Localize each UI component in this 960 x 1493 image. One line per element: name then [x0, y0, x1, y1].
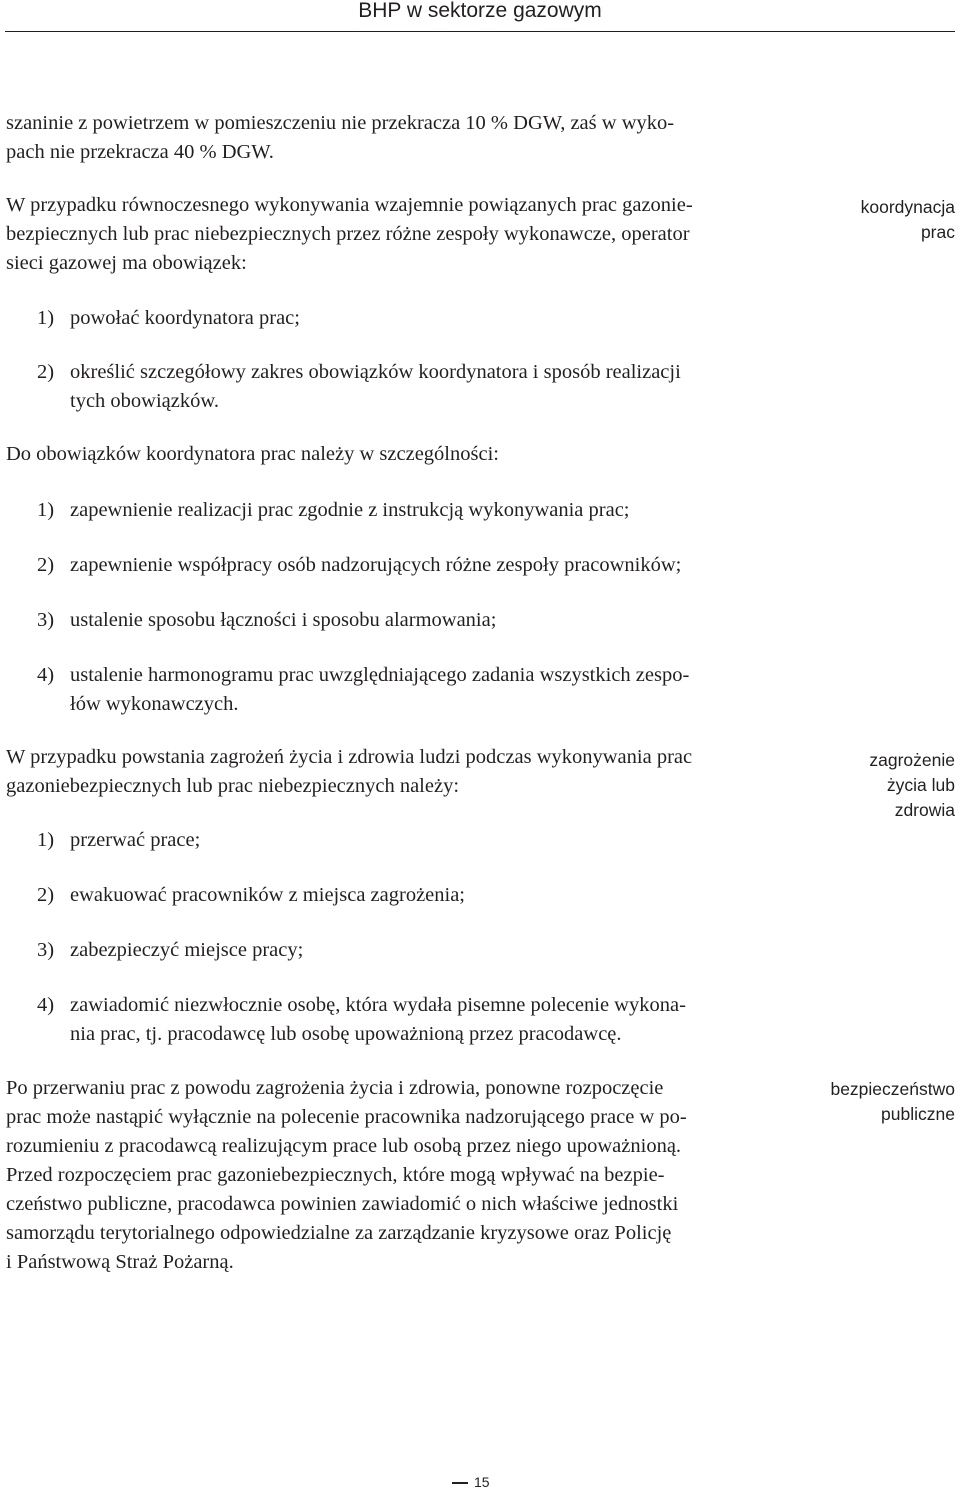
margin-note-koordynacja: [795, 195, 955, 245]
margin-note-line: zagrożenie: [869, 750, 955, 770]
list-number: 2): [37, 361, 55, 383]
list-number: 2): [37, 554, 55, 576]
page-number: 15: [474, 1474, 490, 1490]
text-line: i Państwową Straż Pożarną.: [6, 1251, 234, 1273]
list-number: 1): [37, 307, 55, 329]
list-number: 4): [37, 994, 55, 1016]
list-text: nia prac, tj. pracodawcę lub osobę upoważnioną przez pracodawcę.: [70, 1023, 622, 1045]
text-line: rozumieniu z pracodawcą realizującym prace lub osobą przez niego upoważnioną.: [6, 1135, 682, 1157]
running-header-title: BHP w sektorze gazowym: [358, 0, 602, 22]
paragraph-duties-intro: [6, 440, 772, 469]
list-text: określić szczegółowy zakres obowiązków koordynatora i sposób realizacji: [70, 361, 681, 383]
page-number-dash: [452, 1482, 468, 1484]
text-line: gazoniebezpiecznych lub prac niebezpiecznych należy:: [6, 775, 460, 797]
margin-note-line: bezpieczeństwo: [830, 1079, 955, 1099]
paragraph-continuation: [6, 109, 772, 167]
list-number: 1): [37, 829, 55, 851]
list-text: ewakuować pracowników z miejsca zagrożenia;: [70, 884, 466, 906]
text-line: Do obowiązków koordynatora prac należy w szczególności:: [6, 443, 499, 465]
margin-note-line: zdrowia: [894, 800, 955, 820]
text-line: W przypadku powstania zagrożeń życia i zdrowia ludzi podczas wykonywania prac: [6, 746, 693, 768]
list-text: ustalenie sposobu łączności i sposobu alarmowania;: [70, 609, 497, 631]
list-number: 4): [37, 664, 55, 686]
text-line: samorządu terytorialnego odpowiedzialne za zarządzanie kryzysowe oraz Policję: [6, 1222, 672, 1244]
list-text: zapewnienie współpracy osób nadzorujących różne zespoły pracowników;: [70, 554, 682, 576]
paragraph-hazard-intro: [6, 743, 772, 801]
running-header: [0, 0, 960, 30]
text-line: czeństwo publiczne, pracodawca powinien zawiadomić o nich właściwe jednostki: [6, 1193, 679, 1215]
list-number: 3): [37, 939, 55, 961]
list-text: łów wykonawczych.: [70, 693, 239, 715]
list-text: przerwać prace;: [70, 829, 201, 851]
margin-note-line: prac: [920, 222, 955, 242]
margin-note-zagrozenie: [795, 748, 955, 823]
text-line: prac może nastąpić wyłącznie na polecenie pracownika nadzorującego prace w po-: [6, 1106, 687, 1128]
margin-note-bezpieczenstwo: [795, 1077, 955, 1127]
margin-note-line: publiczne: [881, 1104, 955, 1124]
list-text: powołać koordynatora prac;: [70, 307, 300, 329]
paragraph-resume-and-notify: [6, 1074, 772, 1277]
text-line: W przypadku równoczesnego wykonywania wzajemnie powiązanych prac gazonie-: [6, 194, 693, 216]
text-line: Po przerwaniu prac z powodu zagrożenia życia i zdrowia, ponowne rozpoczęcie: [6, 1077, 664, 1099]
text-line: sieci gazowej ma obowiązek:: [6, 252, 247, 274]
text-line: pach nie przekracza 40 % DGW.: [6, 141, 274, 163]
page-footer: [452, 1474, 490, 1490]
paragraph-coordination-intro: [6, 191, 772, 278]
list-text: ustalenie harmonogramu prac uwzględniającego zadania wszystkich zespo-: [70, 664, 690, 686]
header-rule: [5, 31, 955, 32]
list-text: zabezpieczyć miejsce pracy;: [70, 939, 304, 961]
list-text: zapewnienie realizacji prac zgodnie z instrukcją wykonywania prac;: [70, 499, 630, 521]
text-line: Przed rozpoczęciem prac gazoniebezpiecznych, które mogą wpływać na bezpie-: [6, 1164, 665, 1186]
text-line: bezpiecznych lub prac niebezpiecznych przez różne zespoły wykonawcze, operator: [6, 223, 690, 245]
list-number: 2): [37, 884, 55, 906]
margin-note-line: życia lub: [886, 775, 955, 795]
list-number: 3): [37, 609, 55, 631]
margin-note-line: koordynacja: [860, 197, 955, 217]
text-line: szaninie z powietrzem w pomieszczeniu nie przekracza 10 % DGW, zaś w wyko-: [6, 112, 675, 134]
list-text: zawiadomić niezwłocznie osobę, która wydała pisemne polecenie wykona-: [70, 994, 686, 1016]
list-text: tych obowiązków.: [70, 390, 219, 412]
list-number: 1): [37, 499, 55, 521]
